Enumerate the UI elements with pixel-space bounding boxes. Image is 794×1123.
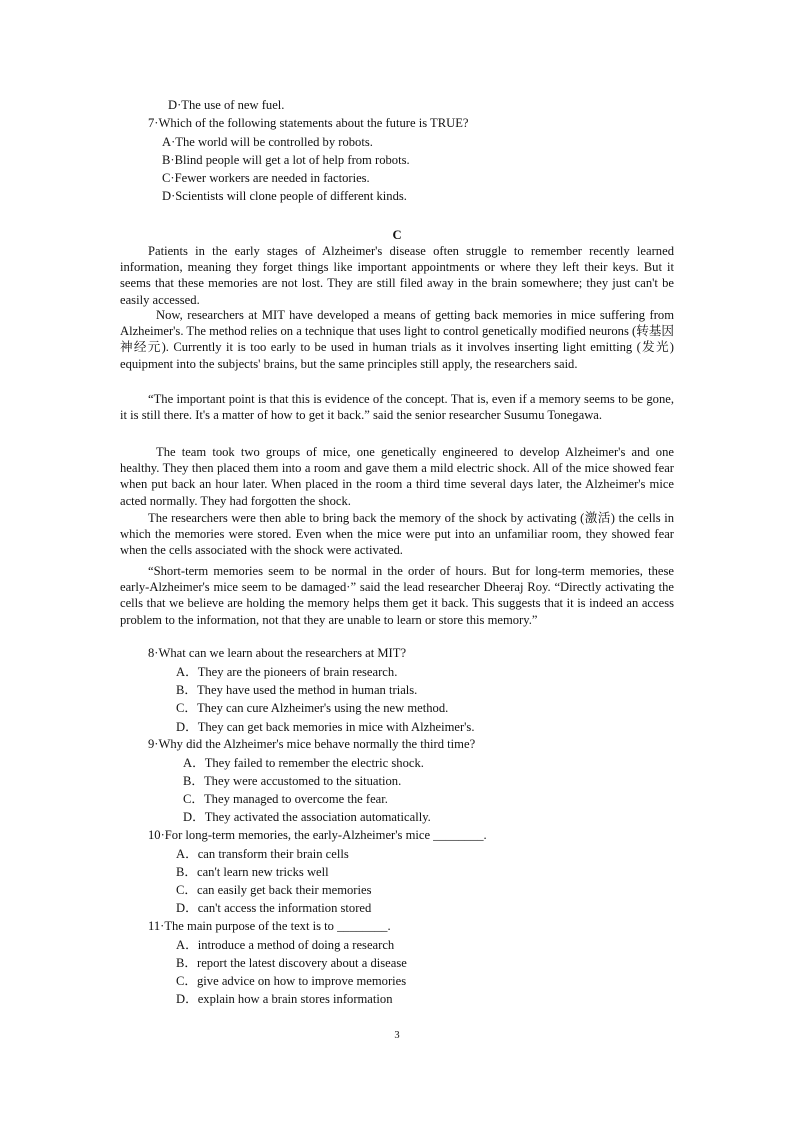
q10-option-a: A．can transform their brain cells	[176, 847, 349, 861]
q7-option-b: B·Blind people will get a lot of help from robots.	[162, 153, 410, 167]
passage-paragraph-4: The team took two groups of mice, one genetically engineered to develop Alzheimer's and one healthy. They then placed them into a room and gave them a mild electric shock. All of the mice showed fear when put back an hour later. When placed in the room a third time several days later, the Alzheimer's mice acted normally. They had forgotten the shock.	[120, 445, 674, 508]
q9-stem: 9·Why did the Alzheimer's mice behave normally the third time?	[148, 737, 476, 751]
q8-option-a: A．They are the pioneers of brain research.	[176, 665, 398, 679]
q11-stem: 11·The main purpose of the text is to ________.	[148, 919, 391, 933]
q10-option-b: B．can't learn new tricks well	[176, 865, 329, 879]
q9-option-b: B．They were accustomed to the situation.	[183, 774, 402, 788]
q9-option-d: D．They activated the association automatically.	[183, 810, 431, 824]
section-heading: C	[392, 228, 402, 242]
q11-option-d: D．explain how a brain stores information	[176, 992, 393, 1006]
passage-paragraph-3: “The important point is that this is evidence of the concept. That is, even if a memory seems to be gone, it is still there. It's a matter of how to get it back.” said the senior researcher Susumu Tonegawa.	[120, 392, 674, 423]
q10-option-d: D．can't access the information stored	[176, 901, 372, 915]
passage-paragraph-1: Patients in the early stages of Alzheimer's disease often struggle to remember recently learned information, meaning they forget things like important appointments or where they left their keys. But it seems that these memories are not lost. They are still filed away in the brain somewhere; they just can't be easily accessed.	[120, 244, 674, 307]
q9-option-c: C．They managed to overcome the fear.	[183, 792, 388, 806]
q8-option-c: C．They can cure Alzheimer's using the new method.	[176, 701, 449, 715]
q10-stem: 10·For long-term memories, the early-Alzheimer's mice ________.	[148, 828, 487, 842]
q8-option-d: D．They can get back memories in mice with Alzheimer's.	[176, 720, 475, 734]
q7-option-a: A·The world will be controlled by robots.	[162, 135, 373, 149]
q7-option-d: D·Scientists will clone people of different kinds.	[162, 189, 407, 203]
q7-option-c: C·Fewer workers are needed in factories.	[162, 171, 370, 185]
q6-option-d: D·The use of new fuel.	[168, 98, 285, 112]
q8-stem: 8·What can we learn about the researchers at MIT?	[148, 646, 407, 660]
passage-paragraph-2: Now, researchers at MIT have developed a means of getting back memories in mice suffering from Alzheimer's. The method relies on a technique that uses light to control genetically modified neurons (转基因神经元). Currently it is too early to be used in human trials as it involves inserting light emitting (发光) equipment into the subjects' brains, but the same principles still apply, the researchers said.	[120, 308, 674, 371]
q8-option-b: B．They have used the method in human trials.	[176, 683, 418, 697]
passage-paragraph-5: The researchers were then able to bring back the memory of the shock by activating (激活) the cells in which the memories were stored. Even when the mice were put into an unfamiliar room, they showed fear when the cells associated with the shock were activated.	[120, 511, 674, 558]
q11-option-b: B．report the latest discovery about a disease	[176, 956, 407, 970]
q9-option-a: A．They failed to remember the electric shock.	[183, 756, 424, 770]
page-number: 3	[394, 1030, 400, 1041]
q10-option-c: C．can easily get back their memories	[176, 883, 372, 897]
q7-stem: 7·Which of the following statements about the future is TRUE?	[148, 116, 469, 130]
q11-option-c: C．give advice on how to improve memories	[176, 974, 407, 988]
q11-option-a: A．introduce a method of doing a research	[176, 938, 395, 952]
passage-paragraph-6: “Short-term memories seem to be normal in the order of hours. But for long-term memories, these early-Alzheimer's mice seem to be damaged·” said the lead researcher Dheeraj Roy. “Directly activating the cells that we believe are holding the memory helps them get it back. This suggests that it is indeed an access problem to the information, not that they are unable to learn or store this memory.”	[120, 564, 674, 627]
